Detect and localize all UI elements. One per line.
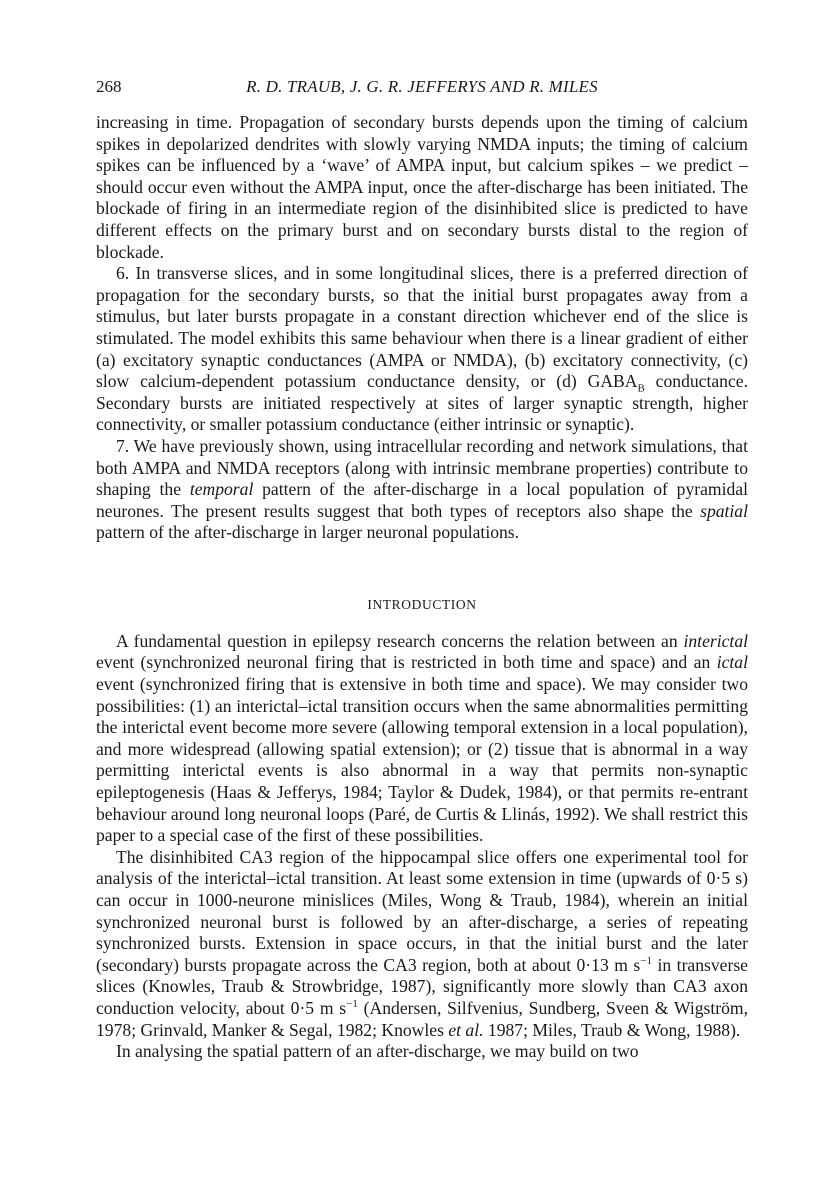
intro-paragraph-3: In analysing the spatial pattern of an after-discharge, we may build on two bbox=[116, 1041, 639, 1062]
summary-paragraph-6: 6. In transverse slices, and in some longitudinal slices, there is a preferred direction of propagation for the secondary bursts, so that the initial burst propagates away from a stimulus, but later bursts propagate in a constant direction whichever end of the slice is stimulated. The model exhibits this same behaviour when there is a linear gradient of either (a) excitatory synaptic conductances (AMPA or NMDA), (b) excitatory connectivity, (c) slow calcium-dependent potassium conductance density, or (d) $GABA_B$ conductance. Secondary bursts are initiated respectively at sites of larger synaptic strength, higher connectivity, or smaller potassium conductance (either intrinsic or synaptic). bbox=[96, 263, 748, 435]
intro-paragraph-2: The disinhibited CA3 region of the hippocampal slice offers one experimental tool for analysis of the interictal–ictal transition. At least some extension in time (upwards of 0·5 s) can occur in 1000-neurone minislices (Miles, Wong & Traub, 1984), wherein an initial synchronized neuronal burst is followed by an after-discharge, a series of repeating synchronized bursts. Extension in space occurs, in that the initial burst and the later (secondary) bursts propagate across the CA3 region, both at about 0·13 m $s^{-1}$ in transverse slices (Knowles, Traub & Strowbridge, 1987), significantly more slowly than CA3 axon conduction velocity, about 0·5 m $s^{-1}$ (Andersen, Silfvenius, Sundberg, Sveen & Wigström, 1978; Grinvald, Manker & Segal, 1982; Knowles et al. 1987; Miles, Traub & Wong, 1988). bbox=[96, 846, 749, 1040]
section-heading-introduction: INTRODUCTION bbox=[367, 596, 477, 612]
body-text bbox=[96, 112, 748, 1063]
summary-paragraph-5-continued: increasing in time. Propagation of secondary bursts depends upon the timing of calcium spikes in depolarized dendrites with slowly varying NMDA inputs; the timing of calcium spikes can be influenced by a ‘wave’ of AMPA input, but calcium spikes – we predict – should occur even without the AMPA input, once the after-discharge has been initiated. The blockade of firing in an intermediate region of the disinhibited slice is predicted to have different effects on the primary burst and on secondary bursts distal to the region of blockade. bbox=[96, 112, 748, 262]
running-head bbox=[96, 76, 748, 100]
running-head-authors: R. D. TRAUB, J. G. R. JEFFERYS AND R. MILES bbox=[246, 77, 598, 96]
page-number: 268 bbox=[96, 77, 122, 96]
intro-paragraph-1: A fundamental question in epilepsy research concerns the relation between an interictal event (synchronized neuronal firing that is restricted in both time and space) and an ictal event (synchronized firing that is extensive in both time and space). We may consider two possibilities: (1) an interictal–ictal transition occurs when the same abnormalities permitting the interictal event become more severe (allowing temporal extension in a local population), and more widespread (allowing spatial extension); or (2) tissue that is abnormal in a way permitting interictal events is also abnormal in a way that permits non-synaptic epileptogenesis (Haas & Jefferys, 1984; Taylor & Dudek, 1984), or that permits re-entrant behaviour around long neuronal loops (Paré, de Curtis & Llinás, 1992). We shall restrict this paper to a special case of the first of these possibilities. bbox=[96, 630, 748, 846]
summary-paragraph-7: 7. We have previously shown, using intracellular recording and network simulations, that both AMPA and NMDA receptors (along with intrinsic membrane properties) contribute to shaping the temporal pattern of the after-discharge in a local population of pyramidal neurones. The present results suggest that both types of receptors also shape the spatial pattern of the after-discharge in larger neuronal populations. bbox=[96, 435, 748, 543]
